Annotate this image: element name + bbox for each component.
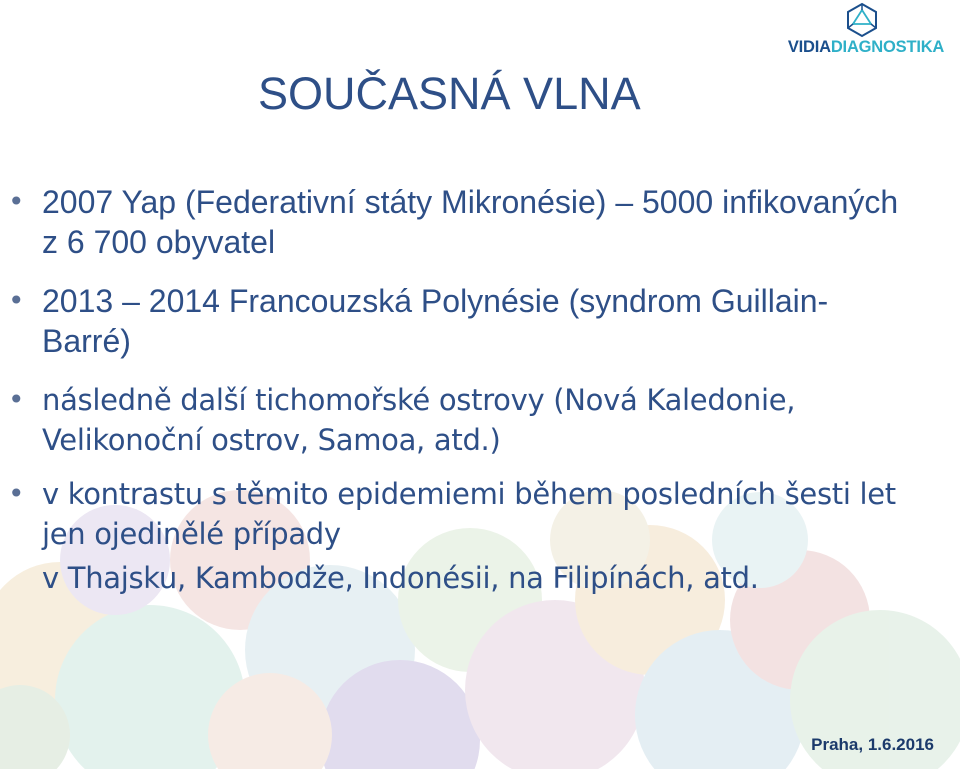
bullet-item: • v kontrastu s těmito epidemiemi během posledních šesti let jen ojedinělé případy <box>8 477 896 551</box>
continuation-text: v Thajsku, Kambodže, Indonésii, na Filipínách, atd. <box>42 561 759 595</box>
slide-title: SOUČASNÁ VLNA <box>258 68 641 119</box>
logo-wordmark: VIDIADIAGNOSTIKA <box>787 38 945 56</box>
bullet-item: • 2007 Yap (Federativní státy Mikronésie) – 5000 infikovaných z 6 700 obyvatel <box>8 184 899 260</box>
polyhedron-logo-icon <box>844 2 880 38</box>
company-logo <box>776 2 956 64</box>
bullet-list <box>0 182 900 554</box>
bullet-item: • následně další tichomořské ostrovy (Nová Kaledonie, Velikonoční ostrov, Samoa, atd.) <box>8 383 796 457</box>
bullet-item: • 2013 – 2014 Francouzská Polynésie (syndrom Guillain-Barré) <box>8 283 829 359</box>
footer-location-date: Praha, 1.6.2016 <box>811 735 934 754</box>
